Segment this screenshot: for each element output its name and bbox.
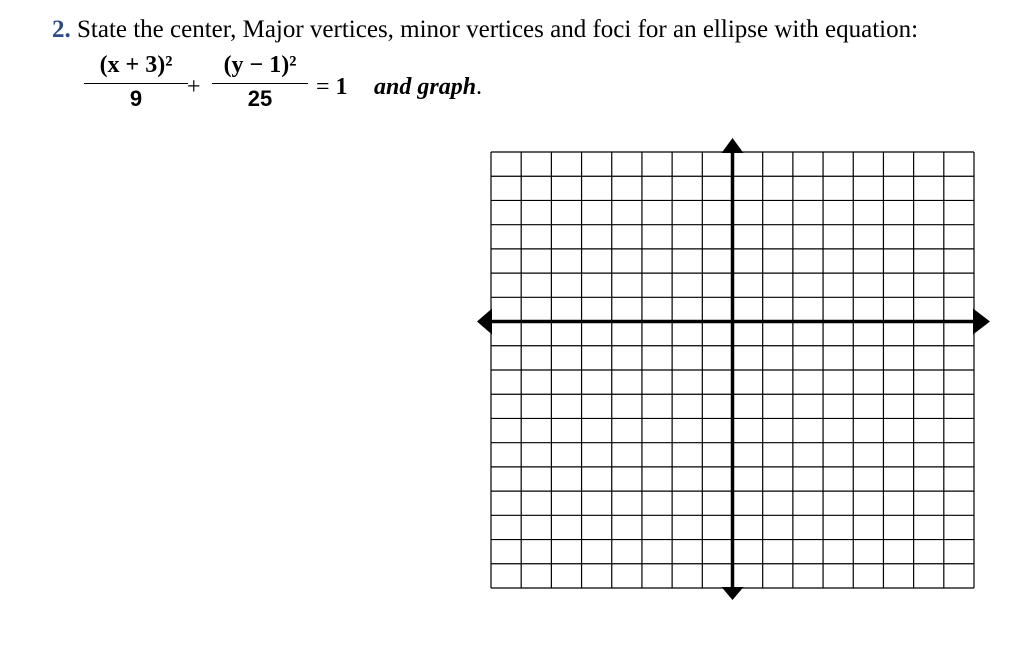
x-axis-left-arrow: [477, 309, 492, 335]
y-term-denominator: 25: [247, 86, 273, 111]
question-text: State the center, Major vertices, minor vertices and foci for an ellipse with equation:: [77, 16, 919, 43]
y-term-numerator: (y − 1)²: [223, 52, 297, 78]
graph-instruction-text: and graph: [374, 74, 477, 100]
instruction-period: .: [476, 74, 483, 100]
y-axis-top-arrow: [722, 138, 744, 153]
plus-sign: +: [187, 74, 201, 100]
equals-sign: =: [316, 74, 330, 100]
equation-rhs: 1: [335, 74, 348, 100]
x-axis-right-arrow: [973, 309, 990, 335]
x-term-denominator: 9: [129, 86, 143, 111]
x-term-numerator: (x + 3)²: [99, 52, 173, 78]
y-axis-bottom-arrow: [722, 587, 744, 600]
question-number: 2.: [52, 16, 71, 43]
